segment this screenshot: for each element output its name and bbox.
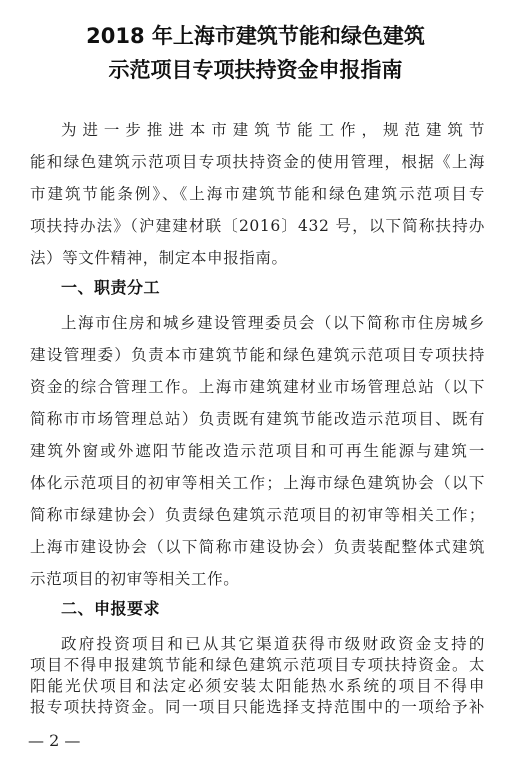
section1-line: 体化示范项目的初审等相关工作；上海市绿色建筑协会（以下 — [30, 474, 485, 492]
section2-line: 项目不得申报建筑节能和绿色建筑示范项目专项扶持资金。太 — [30, 656, 485, 674]
section2-line: 阳能光伏项目和法定必须安装太阳能热水系统的项目不得申 — [30, 677, 485, 695]
section2-line: 报专项扶持资金。同一项目只能选择支持范围中的一项给予补 — [30, 698, 485, 716]
intro-line: 能和绿色建筑示范项目专项扶持资金的使用管理，根据《上海 — [30, 153, 485, 171]
intro-line: 项扶持办法》（沪建建材联〔2016〕432 号，以下简称扶持办 — [30, 217, 485, 235]
section1-line: 上海市住房和城乡建设管理委员会（以下简称市住房城乡 — [61, 314, 485, 332]
section1-line: 简称市市场管理总站）负责既有建筑节能改造示范项目、既有 — [30, 410, 485, 428]
section1-line: 上海市建设协会（以下简称市建设协会）负责装配整体式建筑 — [30, 538, 485, 556]
intro-line: 为进一步推进本市建筑节能工作，规范建筑节 — [61, 121, 485, 139]
section-heading-requirements: 二、申报要求 — [61, 599, 161, 618]
intro-line: 市建筑节能条例》、《上海市建筑节能和绿色建筑示范项目专 — [30, 185, 485, 203]
section1-line: 示范项目的初审等相关工作。 — [30, 570, 240, 588]
intro-line: 法）等文件精神，制定本申报指南。 — [30, 249, 288, 267]
page-number: — 2 — — [28, 731, 81, 750]
section-heading-duties: 一、职责分工 — [61, 278, 161, 297]
section1-line: 简称市绿建协会）负责绿色建筑示范项目的初审等相关工作； — [30, 506, 485, 524]
section2-line: 政府投资项目和已从其它渠道获得市级财政资金支持的 — [61, 635, 485, 653]
document-title-line-2: 示范项目专项扶持资金申报指南 — [108, 58, 403, 82]
section1-line: 建设管理委）负责本市建筑节能和绿色建筑示范项目专项扶持 — [30, 346, 485, 364]
section1-line: 资金的综合管理工作。上海市建筑建材业市场管理总站（以下 — [30, 378, 485, 396]
section1-line: 建筑外窗或外遮阳节能改造示范项目和可再生能源与建筑一 — [30, 442, 485, 460]
document-title-line-1: 2018 年上海市建筑节能和绿色建筑 — [86, 24, 425, 48]
